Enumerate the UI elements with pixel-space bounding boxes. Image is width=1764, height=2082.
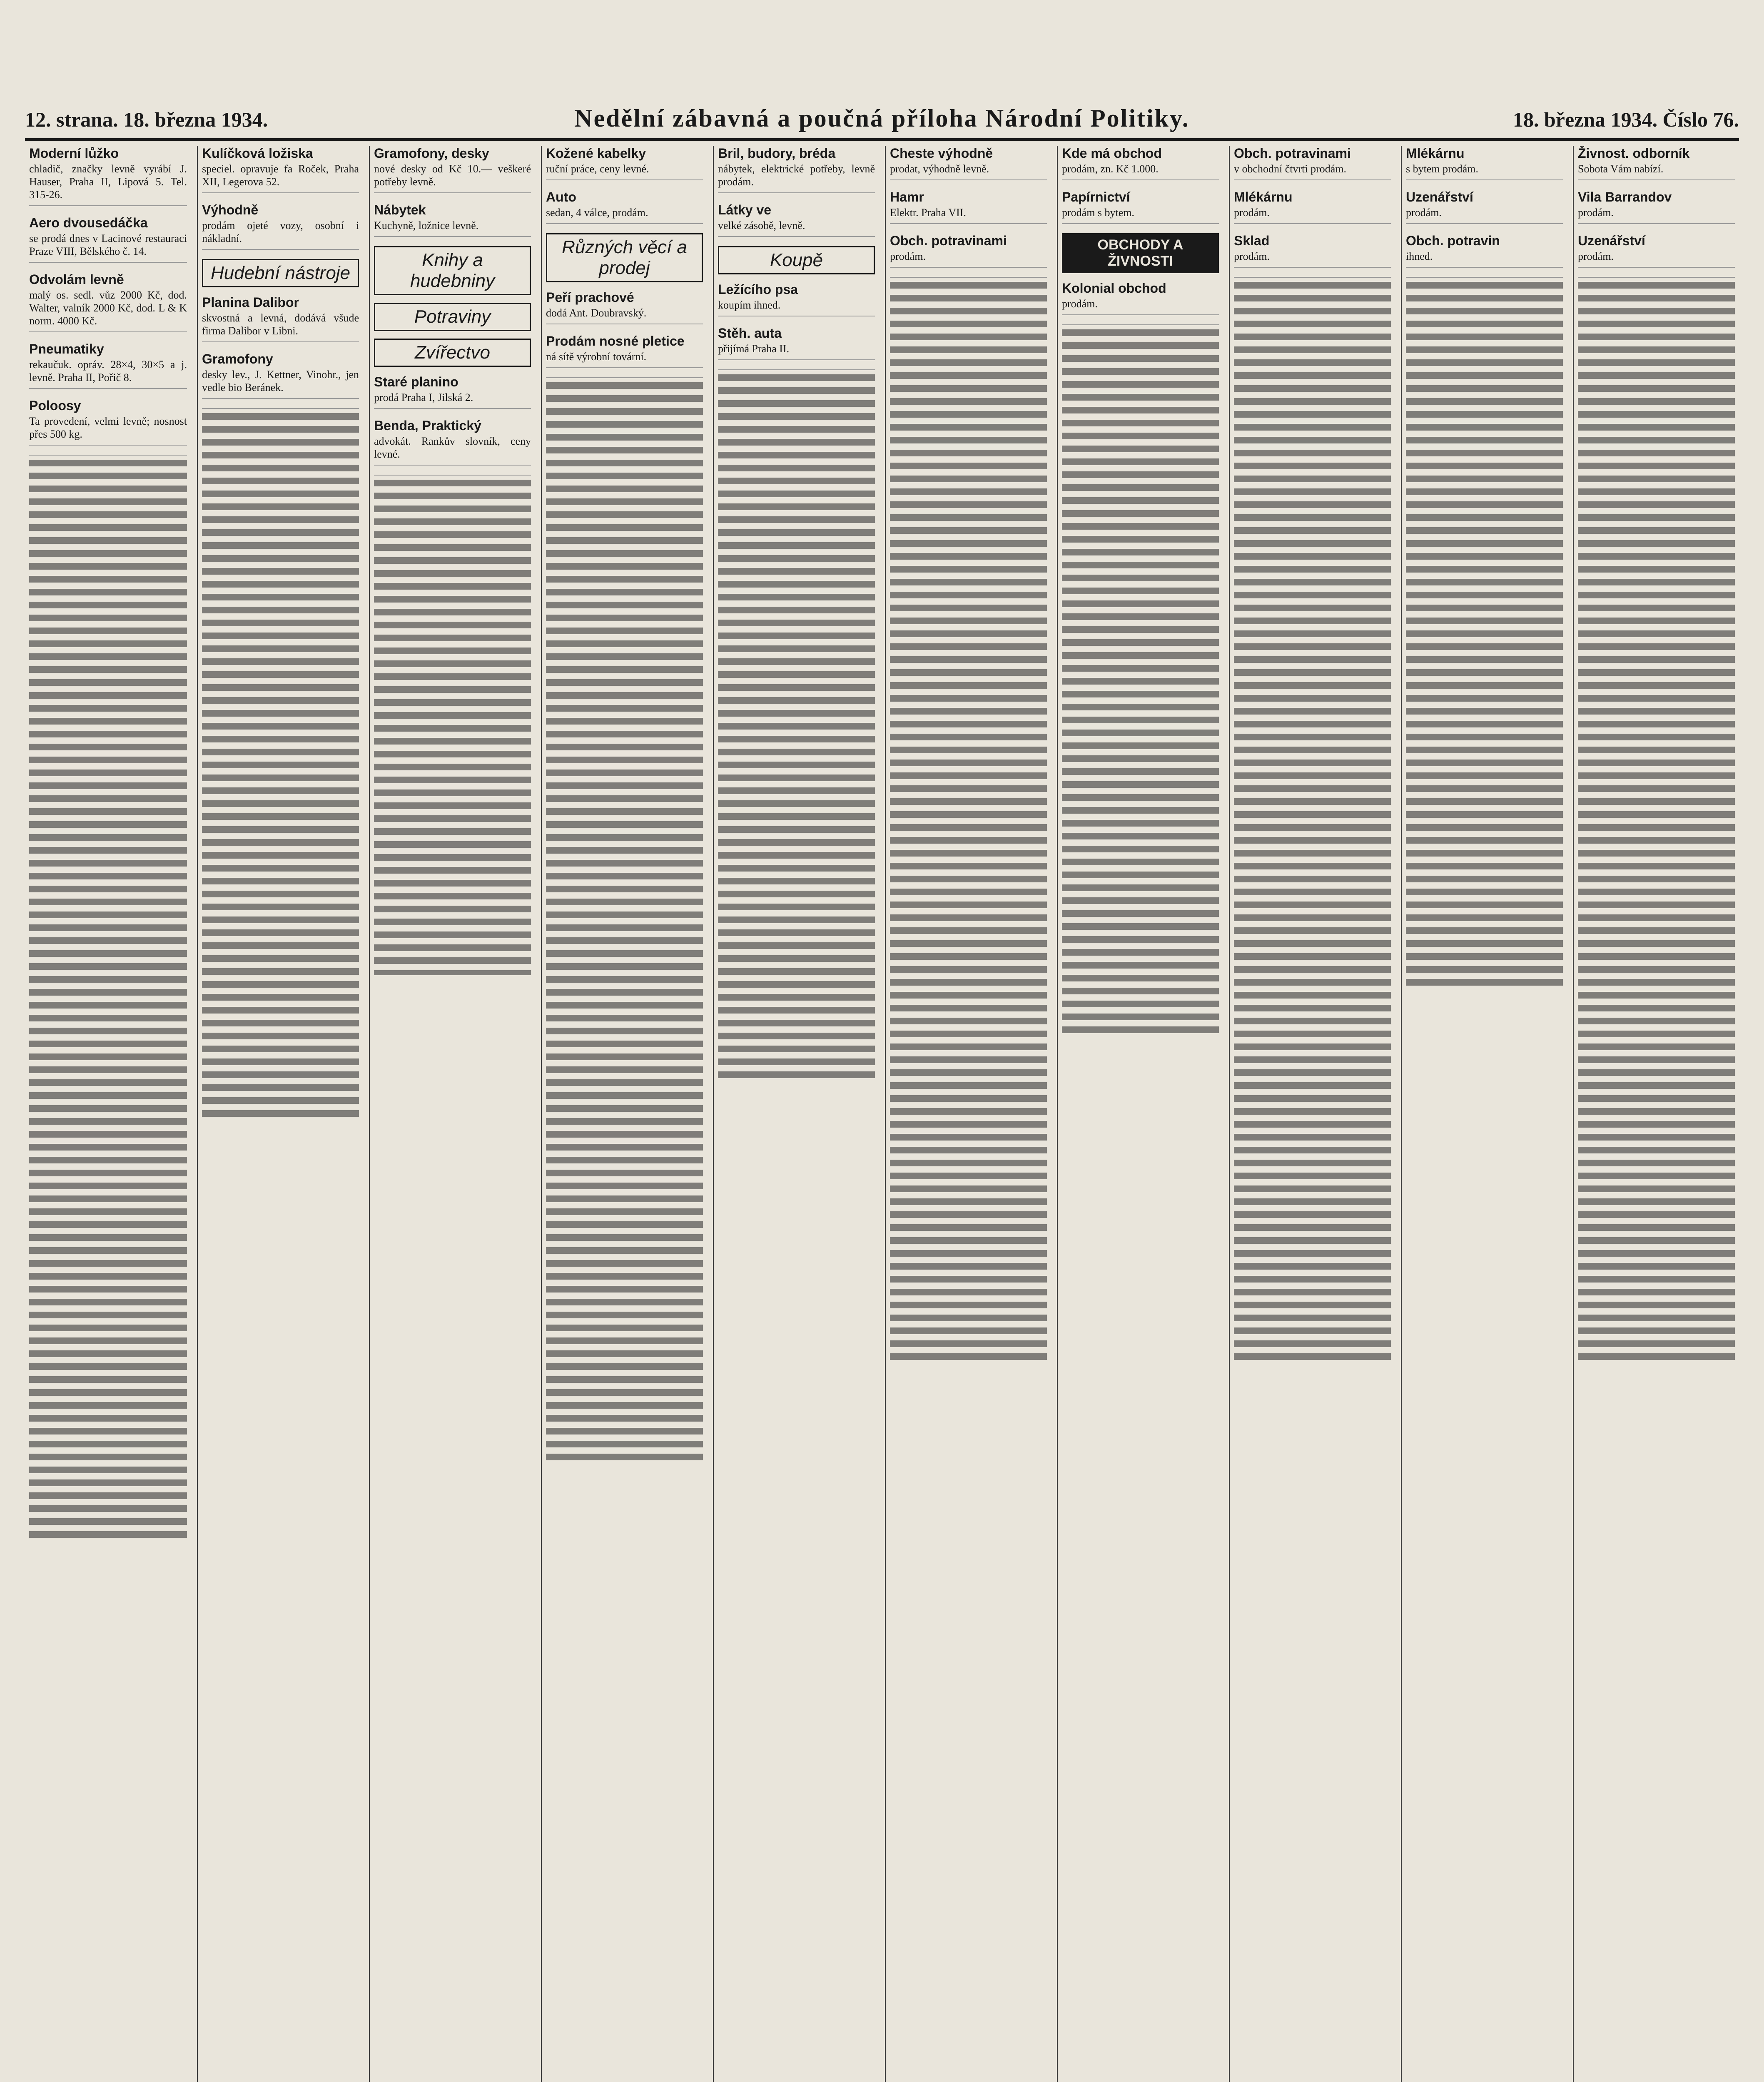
ad-heading: Gramofony bbox=[202, 351, 273, 366]
classified-ad bbox=[202, 351, 359, 399]
ad-heading: Sklad bbox=[1234, 233, 1270, 248]
ad-heading: Moderní lůžko bbox=[29, 146, 119, 161]
ad-heading: Mlékárnu bbox=[1234, 189, 1293, 204]
section-label-ruzne: Různých věcí a prodej bbox=[546, 233, 703, 282]
ad-heading: Obch. potravin bbox=[1406, 233, 1500, 248]
classified-ad bbox=[546, 290, 703, 324]
ad-heading: Hamr bbox=[890, 189, 924, 204]
classified-ad bbox=[718, 326, 875, 360]
ad-text: skvostná a levná, dodává všude firma Dalibor v Libni. bbox=[202, 312, 359, 337]
classified-ad bbox=[374, 146, 531, 193]
classified-ad bbox=[1578, 233, 1735, 268]
classified-columns bbox=[25, 146, 1739, 2082]
ad-text: prodám. bbox=[1578, 207, 1614, 219]
section-label-hudebni: Hudební nástroje bbox=[202, 259, 359, 287]
ad-text: velké zásobě, levně. bbox=[718, 219, 805, 232]
dense-text-block bbox=[29, 455, 187, 1538]
header-title: Nedělní zábavná a poučná příloha Národní Politiky. bbox=[574, 105, 1190, 132]
ad-text: Kuchyně, ložnice levně. bbox=[374, 219, 479, 232]
classified-ad bbox=[29, 272, 187, 332]
classified-ad bbox=[1062, 146, 1219, 180]
ad-text: prodám. bbox=[1062, 298, 1098, 310]
ad-heading: Uzenářství bbox=[1406, 189, 1473, 204]
classified-ad bbox=[1234, 146, 1391, 180]
ad-heading: Prodám nosné pletice bbox=[546, 334, 685, 349]
classified-ad bbox=[1234, 233, 1391, 268]
ad-heading: Gramofony, desky bbox=[374, 146, 489, 161]
dense-text-block bbox=[546, 377, 703, 1461]
classified-ad bbox=[202, 295, 359, 342]
classified-ad bbox=[202, 146, 359, 193]
ad-text: dodá Ant. Doubravský. bbox=[546, 307, 647, 319]
ad-heading: Odvolám levně bbox=[29, 272, 124, 287]
header-issue: Číslo 76. bbox=[1662, 108, 1739, 131]
section-label-zvirectvo: Zvířectvo bbox=[374, 339, 531, 367]
classified-ad bbox=[1406, 146, 1563, 180]
classified-ad bbox=[374, 202, 531, 237]
dense-text-block bbox=[1578, 277, 1735, 1360]
ad-heading: Výhodně bbox=[202, 202, 259, 217]
ad-heading: Obch. potravinami bbox=[890, 233, 1007, 248]
ad-text: ná sítě výrobní tovární. bbox=[546, 351, 647, 363]
ad-text: sedan, 4 válce, prodám. bbox=[546, 207, 648, 219]
header-date-right: 18. března 1934. bbox=[1512, 108, 1658, 131]
ad-heading: Vila Barrandov bbox=[1578, 189, 1672, 204]
ad-heading: Benda, Praktický bbox=[374, 418, 481, 433]
classified-ad bbox=[1062, 189, 1219, 224]
ad-text: rekaučuk. opráv. 28×4, 30×5 a j. levně. Praha II, Pořič 8. bbox=[29, 359, 187, 384]
dense-text-block bbox=[374, 475, 531, 975]
column-3 bbox=[369, 146, 535, 2082]
ad-heading: Nábytek bbox=[374, 202, 426, 217]
dense-text-block bbox=[1406, 277, 1563, 986]
classified-ad bbox=[1578, 189, 1735, 224]
section-label-obchody: OBCHODY A ŽIVNOSTI bbox=[1062, 233, 1219, 273]
ad-text: přijímá Praha II. bbox=[718, 343, 790, 355]
ad-heading: Obch. potravinami bbox=[1234, 146, 1351, 161]
dense-text-block bbox=[718, 369, 875, 1078]
ad-text: nové desky od Kč 10.— veškeré potřeby levně. bbox=[374, 163, 531, 188]
classified-ad bbox=[29, 398, 187, 446]
section-label-potraviny: Potraviny bbox=[374, 303, 531, 331]
ad-text: Elektr. Praha VII. bbox=[890, 207, 966, 219]
classified-ad bbox=[1234, 189, 1391, 224]
classified-ad bbox=[890, 189, 1047, 224]
classified-ad bbox=[1406, 233, 1563, 268]
ad-text: advokát. Rankův slovník, ceny levné. bbox=[374, 435, 531, 460]
header-date-issue bbox=[1513, 107, 1739, 132]
ad-text: prodám. bbox=[1234, 250, 1270, 262]
classified-ad bbox=[718, 202, 875, 237]
ad-text: speciel. opravuje fa Roček, Praha XII, Legerova 52. bbox=[202, 163, 359, 188]
classified-ad bbox=[29, 146, 187, 206]
ad-heading: Mlékárnu bbox=[1406, 146, 1465, 161]
ad-text: nábytek, elektrické potřeby, levně prodám. bbox=[718, 163, 875, 188]
ad-text: koupím ihned. bbox=[718, 299, 781, 311]
ad-heading: Cheste výhodně bbox=[890, 146, 993, 161]
classified-ad bbox=[546, 334, 703, 368]
ad-text: prodám s bytem. bbox=[1062, 207, 1135, 219]
ad-heading: Stěh. auta bbox=[718, 326, 782, 341]
ad-heading: Planina Dalibor bbox=[202, 295, 299, 310]
column-7 bbox=[1057, 146, 1223, 2082]
ad-text: desky lev., J. Kettner, Vinohr., jen vedle bio Beránek. bbox=[202, 369, 359, 393]
ad-heading: Staré planino bbox=[374, 374, 458, 389]
header-date-left: 18. března 1934. bbox=[123, 108, 268, 131]
column-2 bbox=[197, 146, 363, 2082]
ad-heading: Kolonial obchod bbox=[1062, 281, 1166, 296]
ad-heading: Poloosy bbox=[29, 398, 81, 413]
column-8 bbox=[1229, 146, 1395, 2082]
ad-heading: Ležícího psa bbox=[718, 282, 798, 297]
column-1 bbox=[25, 146, 191, 2082]
ad-text: Ta provedení, velmi levně; nosnost přes 500 kg. bbox=[29, 415, 187, 440]
ad-heading: Kulíčková ložiska bbox=[202, 146, 313, 161]
classified-ad bbox=[202, 202, 359, 250]
dense-text-block bbox=[890, 277, 1047, 1360]
classified-ad bbox=[29, 341, 187, 389]
column-5 bbox=[713, 146, 879, 2082]
ad-heading: Peří prachové bbox=[546, 290, 634, 305]
ad-heading: Kde má obchod bbox=[1062, 146, 1162, 161]
ad-heading: Auto bbox=[546, 189, 576, 204]
ad-heading: Látky ve bbox=[718, 202, 772, 217]
ad-heading: Papírnictví bbox=[1062, 189, 1130, 204]
header-rule bbox=[25, 138, 1739, 141]
ad-heading: Pneumatiky bbox=[29, 341, 104, 356]
ad-text: prodám, zn. Kč 1.000. bbox=[1062, 163, 1159, 175]
ad-text: malý os. sedl. vůz 2000 Kč, dod. Walter, valník 2000 Kč, dod. L & K norm. 4000 Kč. bbox=[29, 289, 187, 327]
ad-text: prodat, výhodně levně. bbox=[890, 163, 989, 175]
ad-text: prodám. bbox=[1406, 207, 1442, 219]
ad-text: prodám. bbox=[890, 250, 926, 262]
ad-heading: Aero dvousedáčka bbox=[29, 215, 148, 230]
section-label-koupe: Koupě bbox=[718, 246, 875, 274]
column-10 bbox=[1573, 146, 1739, 2082]
section-label-knihy: Knihy a hudebniny bbox=[374, 246, 531, 295]
classified-ad bbox=[374, 418, 531, 466]
ad-text: ihned. bbox=[1406, 250, 1433, 262]
ad-text: prodám ojeté vozy, osobní i nákladní. bbox=[202, 219, 359, 244]
classified-ad bbox=[1406, 189, 1563, 224]
classified-ad bbox=[718, 146, 875, 193]
classified-ad bbox=[374, 374, 531, 409]
classified-ad bbox=[1062, 281, 1219, 315]
ad-text: s bytem prodám. bbox=[1406, 163, 1479, 175]
dense-text-block bbox=[1234, 277, 1391, 1360]
ad-heading: Živnost. odborník bbox=[1578, 146, 1690, 161]
column-6 bbox=[885, 146, 1051, 2082]
dense-text-block bbox=[202, 408, 359, 1117]
ad-heading: Bril, budory, bréda bbox=[718, 146, 836, 161]
ad-text: prodám. bbox=[1578, 250, 1614, 262]
classified-ad bbox=[546, 189, 703, 224]
ad-text: ruční práce, ceny levné. bbox=[546, 163, 649, 175]
page-header bbox=[25, 104, 1739, 137]
ad-text: Sobota Vám nabízí. bbox=[1578, 163, 1664, 175]
classified-ad bbox=[1578, 146, 1735, 180]
classified-ad bbox=[890, 146, 1047, 180]
ad-heading: Uzenářství bbox=[1578, 233, 1645, 248]
dense-text-block bbox=[1062, 324, 1219, 1033]
classified-ad bbox=[546, 146, 703, 180]
ad-text: prodám. bbox=[1234, 207, 1270, 219]
column-4 bbox=[541, 146, 707, 2082]
ad-text: v obchodní čtvrti prodám. bbox=[1234, 163, 1347, 175]
ad-text: chladič, značky levně vyrábí J. Hauser, Praha II, Lipová 5. Tel. 315-26. bbox=[29, 163, 187, 201]
ad-text: prodá Praha I, Jilská 2. bbox=[374, 391, 473, 403]
classified-ad bbox=[29, 215, 187, 263]
header-page-number: 12. strana. bbox=[25, 108, 118, 131]
column-9 bbox=[1401, 146, 1567, 2082]
ad-heading: Kožené kabelky bbox=[546, 146, 646, 161]
classified-ad bbox=[718, 282, 875, 316]
classified-ad bbox=[890, 233, 1047, 268]
ad-text: se prodá dnes v Lacinové restauraci Praze VIII, Bělského č. 14. bbox=[29, 232, 187, 257]
